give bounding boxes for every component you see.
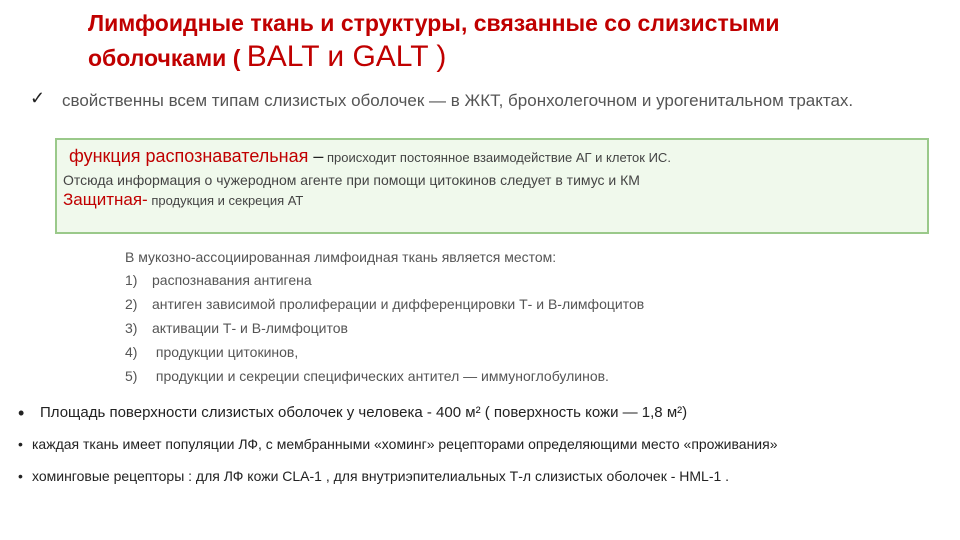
recognition-function-text: происходит постоянное взаимодействие АГ и клеток ИС.	[323, 150, 671, 165]
list-item-number: 1)	[125, 272, 138, 288]
bullet-icon: •	[18, 468, 23, 484]
list-item-text: антиген зависимой пролиферации и дифференцировки Т- и В-лимфоцитов	[152, 296, 645, 312]
list-item	[125, 364, 845, 388]
bullet-item-receptor-types	[18, 466, 938, 486]
recognition-function-label: функция распознавательная	[69, 146, 309, 166]
mucosal-functions-list	[125, 268, 845, 388]
bullet-icon: •	[18, 403, 25, 423]
mucosal-tissue-section	[125, 246, 845, 388]
recognition-dash: –	[308, 146, 324, 166]
title-text: Лимфоидные ткань и структуры, связанные со слизистыми оболочками (	[88, 10, 780, 71]
facts-bullet-list	[18, 402, 938, 486]
bullet-text: каждая ткань имеет популяции ЛФ, с мембранными «хоминг» рецепторами определяющими место «проживания»	[32, 436, 778, 452]
bullet-text: хоминговые рецепторы : для ЛФ кожи CLA-1 , для внутриэпителиальных Т-л слизистых оболочек - HML-1 .	[32, 468, 730, 484]
mucosal-intro: В мукозно-ассоциированная лимфоидная ткань является местом:	[125, 249, 557, 265]
list-item-text: активации Т- и В-лимфоцитов	[152, 320, 348, 336]
bullet-text: Площадь поверхности слизистых оболочек у человека - 400 м² ( поверхность кожи — 1,8 м²)	[40, 404, 688, 421]
list-item-number: 4)	[125, 344, 138, 360]
list-item	[125, 340, 845, 364]
checked-statement-text: свойственны всем типам слизистых оболочек — в ЖКТ, бронхолегочном и урогенитальном трактах.	[62, 91, 854, 110]
list-item-text: распознавания антигена	[152, 272, 312, 288]
information-flow-line: Отсюда информация о чужеродном агенте при помощи цитокинов следует в тимус и КМ	[63, 172, 640, 188]
list-item-text: продукции цитокинов,	[152, 344, 299, 360]
list-item	[125, 268, 845, 292]
slide-title	[88, 6, 908, 75]
list-item	[125, 292, 845, 316]
bullet-icon: •	[18, 436, 23, 452]
list-item	[125, 316, 845, 340]
list-item-number: 2)	[125, 296, 138, 312]
checkmark-icon: ✓	[30, 88, 46, 108]
list-item-number: 5)	[125, 368, 138, 384]
list-item-number: 3)	[125, 320, 138, 336]
bullet-item-homing-receptors	[18, 434, 938, 454]
title-abbreviations: BALT и GALT )	[246, 40, 447, 73]
protective-function-line	[63, 190, 303, 210]
protective-function-label: Защитная-	[63, 190, 148, 209]
recognition-function-line	[69, 146, 671, 167]
functions-box	[55, 138, 929, 234]
list-item-text: продукции и секреции специфических антител — иммуноглобулинов.	[152, 368, 609, 384]
protective-function-text: продукция и секреция АТ	[147, 193, 304, 208]
bullet-item-surface-area	[18, 402, 938, 424]
